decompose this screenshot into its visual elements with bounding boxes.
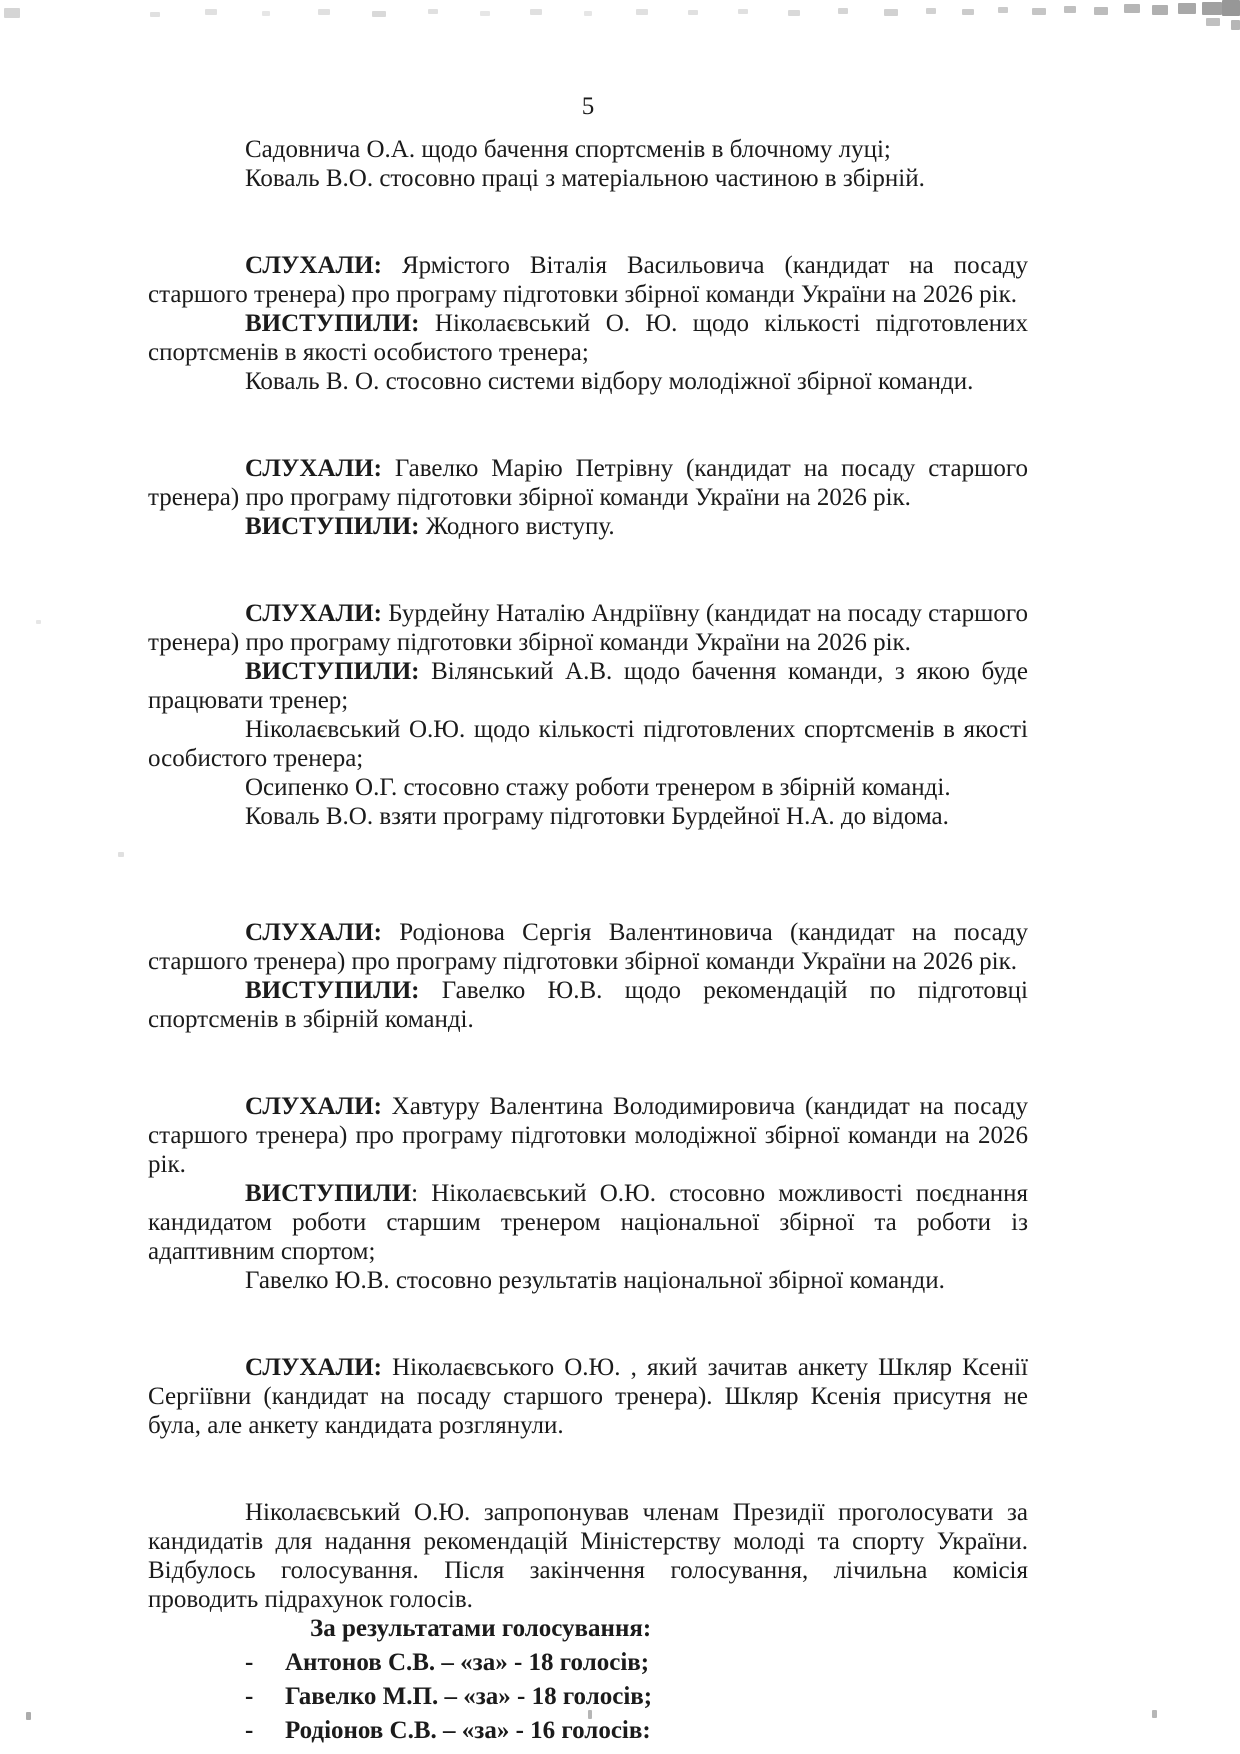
text-run: Гавелко Ю.В. стосовно результатів національної збірної команди. — [245, 1267, 945, 1294]
scan-speck — [118, 852, 124, 857]
text-run: Коваль В. О. стосовно системи відбору молодіжної збірної команди. — [245, 368, 974, 395]
text-run: Жодного виступу. — [419, 513, 615, 540]
vote-result-text — [285, 1648, 649, 1677]
scan-speck — [636, 9, 648, 15]
scan-speck — [998, 7, 1008, 13]
paragraph — [148, 1353, 1028, 1440]
paragraph-gap — [148, 1440, 1028, 1498]
scan-speck — [530, 9, 542, 15]
bullet-dash: - — [245, 1717, 254, 1744]
paragraph — [148, 309, 1028, 367]
scan-speck — [1152, 5, 1168, 15]
document-body — [148, 135, 1028, 1745]
scan-speck — [318, 9, 330, 15]
vote-result-item — [245, 1648, 1028, 1677]
paragraph — [148, 715, 1028, 773]
bold-text-run: СЛУХАЛИ: — [245, 1354, 382, 1381]
page-number: 5 — [581, 93, 595, 120]
scan-speck — [1064, 6, 1076, 13]
scan-speck — [26, 1712, 31, 1720]
bold-text-run: СЛУХАЛИ: — [245, 252, 382, 279]
vote-result-item — [245, 1716, 1028, 1745]
scan-speck — [372, 11, 386, 17]
scan-speck — [1222, 0, 1240, 16]
paragraph-gap — [148, 193, 1028, 251]
scan-speck — [584, 11, 592, 16]
paragraph-gap — [148, 1034, 1028, 1092]
bold-text-run: ВИСТУПИЛИ: — [245, 513, 420, 540]
scan-speck — [205, 9, 217, 15]
paragraph — [148, 1179, 1028, 1266]
paragraph — [148, 976, 1028, 1034]
scan-speck — [1231, 20, 1240, 30]
text-run: Осипенко О.Г. стосовно стажу роботи тренером в збірній команді. — [245, 774, 951, 801]
scan-speck — [1152, 1710, 1157, 1718]
text-run: Вілянський А.В. щодо бачення команди, з якою буде працювати тренер; — [148, 658, 1028, 714]
scan-speck — [738, 9, 748, 14]
scan-speck — [884, 9, 898, 16]
text-run: Бурдейну Наталію Андріївну (кандидат на посаду старшого тренера) про програму підготовки збірної команди України на 2026 рік. — [148, 600, 1028, 656]
text-run: Хавтуру Валентина Володимировича (кандидат на посаду старшого тренера) про програму підготовки молодіжної збірної команди на 2026 рік. — [148, 1093, 1028, 1178]
text-run: Коваль В.О. стосовно праці з матеріальною частиною в збірній. — [245, 165, 925, 192]
scan-speck — [962, 9, 974, 15]
scan-speck — [1094, 7, 1108, 15]
scan-speck — [1178, 3, 1196, 14]
text-run: Ніколаєвський О. Ю. щодо кількості підготовлених спортсменів в якості особистого тренера; — [148, 310, 1028, 366]
document-content — [148, 92, 1028, 1745]
bold-text-run: СЛУХАЛИ: — [245, 1093, 382, 1120]
text-run: : Ніколаєвський О.Ю. стосовно можливості поєднання кандидатом роботи старшим тренером національної збірної та роботи із адаптивним спортом; — [148, 1180, 1028, 1265]
scan-speck — [36, 620, 41, 624]
vote-result-text — [285, 1682, 652, 1711]
bold-text-run: СЛУХАЛИ: — [245, 600, 382, 627]
paragraph — [148, 918, 1028, 976]
bullet-dash: - — [245, 1649, 254, 1676]
paragraph — [148, 135, 1028, 164]
bold-text-run: За результатами голосування: — [310, 1615, 652, 1642]
text-run: Родіонова Сергія Валентиновича (кандидат на посаду старшого тренера) про програму підготовки збірної команди України на 2026 рік. — [148, 919, 1028, 975]
scan-speck — [150, 12, 160, 17]
paragraph — [148, 1498, 1028, 1614]
paragraph — [148, 599, 1028, 657]
paragraph-gap — [148, 1295, 1028, 1353]
vote-result-text — [285, 1716, 651, 1745]
paragraph — [148, 512, 1028, 541]
scan-speck — [428, 9, 438, 14]
scan-speck — [1032, 8, 1046, 15]
scan-speck — [480, 11, 490, 16]
scan-speck — [926, 8, 936, 14]
text-run: Садовнича О.А. щодо бачення спортсменів в блочному луці; — [245, 136, 891, 163]
paragraph — [148, 802, 1028, 831]
text-run: Ярмістого Віталія Васильовича (кандидат на посаду старшого тренера) про програму підготовки збірної команди України на 2026 рік. — [148, 252, 1028, 308]
bullet-dash: - — [245, 1683, 254, 1710]
paragraph — [148, 164, 1028, 193]
scan-speck — [788, 10, 800, 16]
text-run: Гавелко Марію Петрівну (кандидат на посаду старшого тренера) про програму підготовки збірної команди України на 2026 рік. — [148, 455, 1028, 511]
bold-text-run: СЛУХАЛИ: — [245, 919, 382, 946]
paragraph — [148, 1092, 1028, 1179]
bold-text-run: ВИСТУПИЛИ: — [245, 310, 420, 337]
paragraph — [148, 454, 1028, 512]
results-heading — [148, 1614, 1028, 1643]
paragraph — [148, 657, 1028, 715]
scan-speck — [688, 10, 698, 15]
scan-speck — [1206, 18, 1220, 26]
scan-speck — [838, 8, 848, 14]
vote-result-item — [245, 1682, 1028, 1711]
paragraph-gap — [148, 396, 1028, 454]
bold-text-run: СЛУХАЛИ: — [245, 455, 382, 482]
text-run: Ніколаєвського О.Ю. , який зачитав анкету Шкляр Ксенії Сергіївни (кандидат на посаду старшого тренера). Шкляр Ксенія присутня не була, але анкету кандидата розглянули. — [148, 1354, 1028, 1439]
paragraph — [148, 1266, 1028, 1295]
paragraph-gap — [148, 831, 1028, 918]
scan-speck — [4, 8, 20, 18]
bold-text-run: ВИСТУПИЛИ — [245, 1180, 412, 1207]
text-run: Коваль В.О. взяти програму підготовки Бурдейної Н.А. до відома. — [245, 803, 949, 830]
bold-text-run: Родіонов С.В. – «за» - 16 голосів: — [285, 1717, 651, 1744]
text-run: Гавелко Ю.В. щодо рекомендацій по підготовці спортсменів в збірній команді. — [148, 977, 1028, 1033]
paragraph — [148, 251, 1028, 309]
bold-text-run: ВИСТУПИЛИ: — [245, 977, 420, 1004]
paragraph-gap — [148, 541, 1028, 599]
text-run: Ніколаєвський О.Ю. щодо кількості підготовлених спортсменів в якості особистого тренера; — [148, 716, 1028, 772]
paragraph — [148, 367, 1028, 396]
bold-text-run: Антонов С.В. – «за» - 18 голосів; — [285, 1649, 650, 1676]
scan-speck — [1202, 2, 1222, 15]
scan-speck — [262, 11, 270, 16]
bold-text-run: Гавелко М.П. – «за» - 18 голосів; — [285, 1683, 653, 1710]
paragraph — [148, 773, 1028, 802]
text-run: Ніколаєвський О.Ю. запропонував членам Президії проголосувати за кандидатів для надання рекомендацій Міністерству молоді та спорту України. Відбулось голосування. Після закінчення голосування, лічильна комісія проводить підрахунок голосів. — [148, 1499, 1028, 1613]
scan-speck — [1124, 4, 1140, 13]
bold-text-run: ВИСТУПИЛИ: — [245, 658, 420, 685]
